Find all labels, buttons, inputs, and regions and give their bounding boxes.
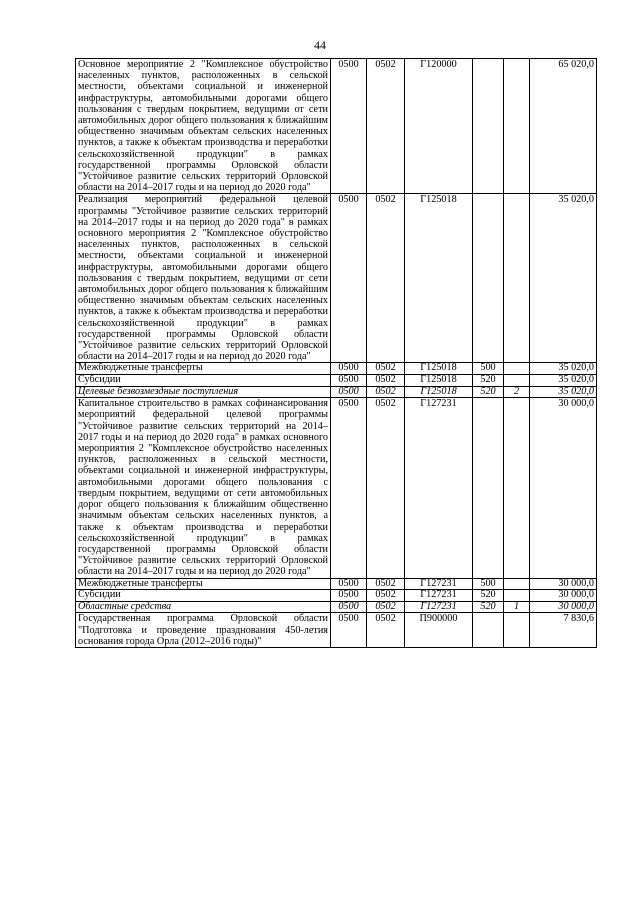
table-row (76, 194, 597, 363)
funding-source-code (504, 375, 530, 387)
subsection-code: 0502 (367, 386, 405, 398)
row-name: Реализация мероприятий федеральной целевой программы "Устойчивое развитие сельских территорий на 2014–2017 годы и на период до 2020 года" в рамках основного мероприятия 2 "Комплексное обустройство населенных пунктов, расположенных в сельской местности, объектами социальной и инженерной инфраструктуры, автомобильными дорогами общего пользования с твердым покрытием, ведущими от сети автомобильных дорог общего пользования к ближайшим общественно значимым объектам сельских населенных пунктов, а также к объектам производства и переработки сельскохозяйственной продукции" в рамках государственной программы Орловской области "Устойчивое развитие сельских территорий Орловской области на 2014–2017 годы и на период до 2020 года" (76, 194, 331, 363)
subsection-code: 0502 (367, 613, 405, 648)
expense-type-code (473, 194, 504, 363)
table-row (76, 578, 597, 590)
row-name: Межбюджетные трансферты (76, 363, 331, 375)
budget-table (75, 58, 597, 648)
table-row (76, 590, 597, 602)
expense-type-code (473, 613, 504, 648)
row-name: Целевые безвозмездные поступления (76, 386, 331, 398)
funding-source-code (504, 578, 530, 590)
subsection-code: 0502 (367, 398, 405, 578)
section-code: 0500 (331, 613, 367, 648)
row-name: Основное мероприятие 2 "Комплексное обустройство населенных пунктов, расположенных в сельской местности, объектами социальной и инженерной инфраструктуры, автомобильными дорогами общего пользования с твердым покрытием, ведущими от сети автомобильных дорог общего пользования к ближайшим общественно значимым объектам сельских населенных пунктов, а также к объектам производства и переработки сельскохозяйственной продукции" в рамках государственной программы Орловской области "Устойчивое развитие сельских территорий Орловской области на 2014–2017 годы и на период до 2020 года" (76, 59, 331, 194)
subsection-code: 0502 (367, 363, 405, 375)
row-name: Межбюджетные трансферты (76, 578, 331, 590)
target-article-code: Г125018 (405, 194, 473, 363)
amount: 35 020,0 (530, 194, 597, 363)
target-article-code: Г120000 (405, 59, 473, 194)
table-row (76, 59, 597, 194)
expense-type-code: 520 (473, 590, 504, 602)
amount: 65 020,0 (530, 59, 597, 194)
subsection-code: 0502 (367, 194, 405, 363)
section-code: 0500 (331, 386, 367, 398)
funding-source-code (504, 398, 530, 578)
funding-source-code: 2 (504, 386, 530, 398)
target-article-code: Г127231 (405, 601, 473, 613)
funding-source-code (504, 59, 530, 194)
subsection-code: 0502 (367, 590, 405, 602)
amount: 30 000,0 (530, 601, 597, 613)
target-article-code: Г127231 (405, 590, 473, 602)
table-row (76, 613, 597, 648)
section-code: 0500 (331, 363, 367, 375)
target-article-code: П900000 (405, 613, 473, 648)
expense-type-code: 520 (473, 386, 504, 398)
target-article-code: Г125018 (405, 363, 473, 375)
table-row (76, 601, 597, 613)
section-code: 0500 (331, 398, 367, 578)
subsection-code: 0502 (367, 59, 405, 194)
table-row (76, 375, 597, 387)
section-code: 0500 (331, 578, 367, 590)
section-code: 0500 (331, 601, 367, 613)
expense-type-code (473, 398, 504, 578)
subsection-code: 0502 (367, 578, 405, 590)
expense-type-code: 520 (473, 375, 504, 387)
section-code: 0500 (331, 194, 367, 363)
row-name: Областные средства (76, 601, 331, 613)
expense-type-code: 500 (473, 578, 504, 590)
expense-type-code: 500 (473, 363, 504, 375)
expense-type-code (473, 59, 504, 194)
funding-source-code (504, 590, 530, 602)
amount: 7 830,6 (530, 613, 597, 648)
target-article-code: Г127231 (405, 578, 473, 590)
target-article-code: Г125018 (405, 386, 473, 398)
expense-type-code: 520 (473, 601, 504, 613)
section-code: 0500 (331, 375, 367, 387)
funding-source-code (504, 613, 530, 648)
amount: 35 020,0 (530, 386, 597, 398)
row-name: Государственная программа Орловской области "Подготовка и проведение празднования 450-летия основания города Орла (2012–2016 годы)" (76, 613, 331, 648)
row-name: Субсидии (76, 375, 331, 387)
funding-source-code: 1 (504, 601, 530, 613)
section-code: 0500 (331, 59, 367, 194)
subsection-code: 0502 (367, 375, 405, 387)
target-article-code: Г127231 (405, 398, 473, 578)
amount: 30 000,0 (530, 398, 597, 578)
amount: 35 020,0 (530, 375, 597, 387)
row-name: Субсидии (76, 590, 331, 602)
table-row (76, 363, 597, 375)
page-number: 44 (314, 38, 326, 52)
amount: 30 000,0 (530, 578, 597, 590)
target-article-code: Г125018 (405, 375, 473, 387)
row-name: Капитальное строительство в рамках софинансирования мероприятий федеральной целевой программы "Устойчивое развитие сельских территорий на 2014–2017 годы и на период до 2020 года" в рамках основного мероприятия 2 "Комплексное обустройство населенных пунктов, расположенных в сельской местности, объектами социальной и инженерной инфраструктуры, автомобильными дорогами общего пользования с твердым покрытием, ведущими от сети автомобильных дорог общего пользования к ближайшим общественно значимым объектам сельских населенных пунктов, а также к объектам производства и переработки сельскохозяйственной продукции" в рамках государственной программы Орловской области "Устойчивое развитие сельских территорий Орловской области на 2014–2017 годы и на период до 2020 года" (76, 398, 331, 578)
table-row (76, 386, 597, 398)
amount: 30 000,0 (530, 590, 597, 602)
subsection-code: 0502 (367, 601, 405, 613)
section-code: 0500 (331, 590, 367, 602)
funding-source-code (504, 194, 530, 363)
funding-source-code (504, 363, 530, 375)
amount: 35 020,0 (530, 363, 597, 375)
table-row (76, 398, 597, 578)
